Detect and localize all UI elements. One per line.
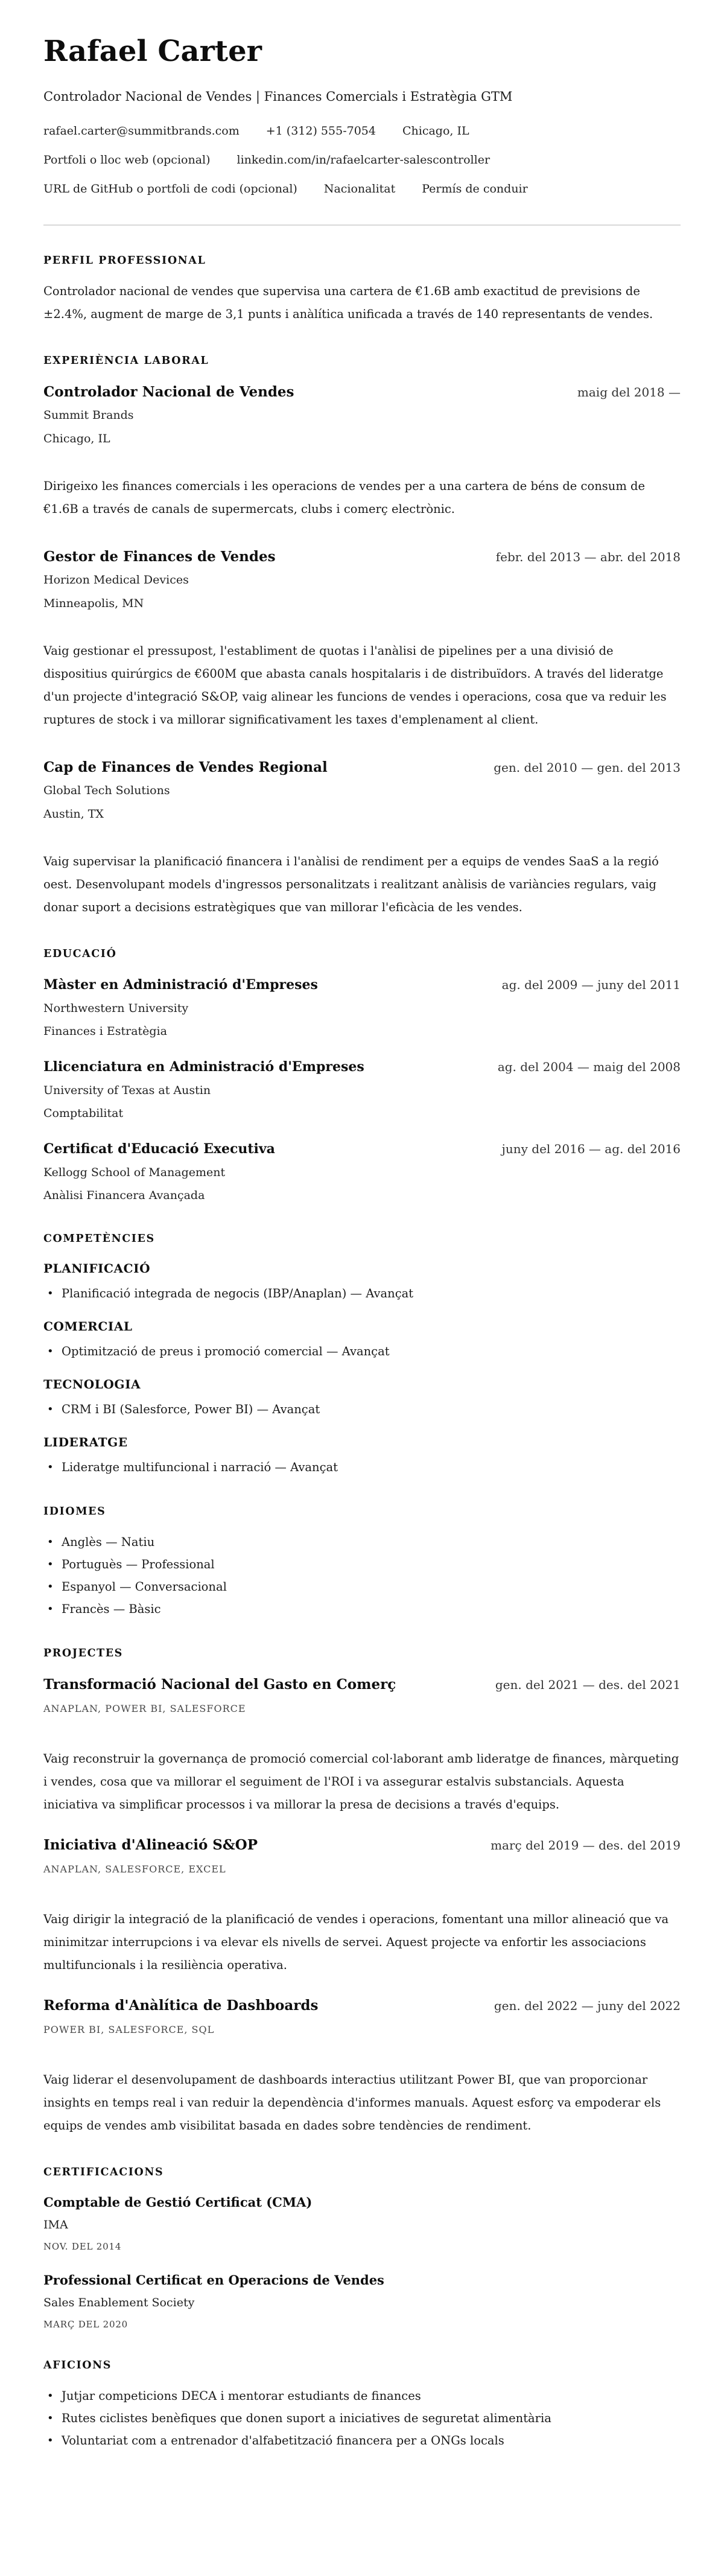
section-profile <box>43 253 681 326</box>
project-entry <box>43 1675 681 1816</box>
education-heading: EDUCACIÓ <box>43 948 117 961</box>
language-item: • Francès — Bàsic <box>43 1600 681 1618</box>
job-title-row <box>43 383 681 402</box>
project-stack: ANAPLAN, POWER BI, SALESFORCE <box>43 1703 246 1715</box>
project-description: Vaig liderar el desenvolupament de dashboards interactius utilitzant Power BI, que van proporcionar insights en temps real i van reduir la dependència d'informes manuals. Aquest esforç va empoderar els equips de vendes amb visibilitat basada en dades sobre tendències de rendiment. <box>43 2073 661 2133</box>
project-stack: ANAPLAN, SALESFORCE, EXCEL <box>43 1863 226 1875</box>
certification-date: MARÇ DEL 2020 <box>43 2319 129 2330</box>
skill-group-name: LIDERATGE <box>43 1435 128 1450</box>
job-company: Global Tech Solutions <box>43 784 170 798</box>
job-dates: maig del 2018 — <box>577 385 681 400</box>
education-title-row <box>43 976 681 994</box>
contact-email: rafael.carter@summitbrands.com <box>43 124 240 138</box>
hobby-item: • Jutjar competicions DECA i mentorar estudiants de finances <box>43 2387 681 2405</box>
education-entry <box>43 1140 681 1204</box>
certification-entry <box>43 2272 681 2330</box>
job-description: Vaig gestionar el pressupost, l'establiment de quotas i l'anàlisi de pipelines per a una divisió de dispositius quirúrgics de €600M que abasta canals hospitalaris i de distribuïdors. A través del lideratge d'un projecte d'integració S&OP, vaig alinear les funcions de vendes i operacions, cosa que va reduir les ruptures de stock i va millorar significativament les taxes d'emplenament al client. <box>43 644 667 727</box>
education-title-row <box>43 1140 681 1158</box>
project-entry <box>43 1996 681 2137</box>
project-dates: gen. del 2022 — juny del 2022 <box>494 1999 681 2014</box>
project-title-row <box>43 1675 681 1694</box>
contact-row-1 <box>43 122 681 139</box>
job-entry <box>43 383 681 521</box>
skill-item: • CRM i BI (Salesforce, Power BI) — Avançat <box>43 1401 681 1419</box>
project-dates: març del 2019 — des. del 2019 <box>491 1838 681 1853</box>
education-title-row <box>43 1058 681 1076</box>
candidate-name: Rafael Carter <box>43 34 262 68</box>
job-title-row <box>43 547 681 567</box>
job-title-row <box>43 758 681 777</box>
project-title-row <box>43 1996 681 2015</box>
languages-heading: IDIOMES <box>43 1506 106 1518</box>
certification-name: Comptable de Gestió Certificat (CMA) <box>43 2195 313 2210</box>
section-experience <box>43 354 681 919</box>
education-degree: Certificat d'Educació Executiva <box>43 1141 275 1157</box>
hobby-item: • Rutes ciclistes benèfiques que donen suport a iniciatives de seguretat alimentària <box>43 2409 681 2428</box>
language-item: • Espanyol — Conversacional <box>43 1578 681 1596</box>
certification-issuer: IMA <box>43 2218 68 2232</box>
project-title-row <box>43 1836 681 1855</box>
job-title: Cap de Finances de Vendes Regional <box>43 759 328 776</box>
education-school: Kellogg School of Management <box>43 1166 226 1180</box>
section-certifications <box>43 2165 681 2330</box>
contact-license-placeholder: Permís de conduir <box>422 182 528 196</box>
education-entry <box>43 1058 681 1122</box>
profile-heading: PERFIL PROFESSIONAL <box>43 255 206 267</box>
skill-group <box>43 1261 681 1303</box>
skill-group <box>43 1376 681 1419</box>
language-item: • Portuguès — Professional <box>43 1556 681 1574</box>
skill-item: • Planificació integrada de negocis (IBP/Anaplan) — Avançat <box>43 1285 681 1303</box>
contact-phone: +1 (312) 555-7054 <box>265 124 376 138</box>
candidate-headline: Controlador Nacional de Vendes | Finances Comercials i Estratègia GTM <box>43 89 513 104</box>
skill-item: • Optimització de preus i promoció comercial — Avançat <box>43 1343 681 1361</box>
header-divider <box>43 224 681 226</box>
education-degree: Llicenciatura en Administració d'Empreses <box>43 1059 364 1075</box>
certification-date: NOV. DEL 2014 <box>43 2241 122 2253</box>
contact-github-placeholder: URL de GitHub o portfoli de codi (opcional) <box>43 182 297 196</box>
education-dates: juny del 2016 — ag. del 2016 <box>501 1142 681 1157</box>
job-description: Dirigeixo les finances comercials i les operacions de vendes per a una cartera de béns de consum de €1.6B a través de canals de supermercats, clubs i comerç electrònic. <box>43 479 646 517</box>
certifications-heading: CERTIFICACIONS <box>43 2166 164 2179</box>
skill-list <box>43 1343 681 1361</box>
section-projects <box>43 1646 681 2137</box>
job-location: Austin, TX <box>43 807 104 821</box>
project-dates: gen. del 2021 — des. del 2021 <box>495 1678 681 1693</box>
section-education <box>43 947 681 1204</box>
education-school: University of Texas at Austin <box>43 1084 211 1098</box>
project-description: Vaig reconstruir la governança de promoció comercial col·laborant amb lideratge de finances, màrqueting i vendes, cosa que va millorar el seguiment de l'ROI i va assegurar estalvis substancials. Aquesta iniciativa va simplificar processos i va millorar la presa de decisions a través d'equips. <box>43 1752 679 1812</box>
project-entry <box>43 1836 681 1977</box>
job-description: Vaig supervisar la planificació financera i l'anàlisi de rendiment per a equips de vendes SaaS a la regió oest. Desenvolupant models d'ingressos personalitzats i realitzant anàlisis de variàncies regulars, vaig donar suport a decisions estratègiques que van millorar l'eficàcia de les vendes. <box>43 854 659 915</box>
skill-group-name: COMERCIAL <box>43 1319 133 1334</box>
job-entry <box>43 758 681 919</box>
education-dates: ag. del 2004 — maig del 2008 <box>497 1060 681 1075</box>
certification-entry <box>43 2194 681 2253</box>
contact-portfolio-placeholder: Portfoli o lloc web (opcional) <box>43 153 211 167</box>
job-entry <box>43 547 681 731</box>
education-dates: ag. del 2009 — juny del 2011 <box>501 978 681 993</box>
project-title: Reforma d'Anàlítica de Dashboards <box>43 1997 319 2014</box>
project-title: Iniciativa d'Alineació S&OP <box>43 1837 258 1854</box>
project-description: Vaig dirigir la integració de la planificació de vendes i operacions, fomentant una millor alineació que va minimitzar interrupcions i va elevar els nivells de servei. Aquest projecte va enfortir les associacions multifuncionals i la resiliència operativa. <box>43 1912 669 1973</box>
hobby-list <box>43 2387 681 2450</box>
resume-header <box>43 35 681 197</box>
skill-list <box>43 1285 681 1303</box>
skill-list <box>43 1401 681 1419</box>
skill-group-name: PLANIFICACIÓ <box>43 1261 151 1276</box>
job-company: Horizon Medical Devices <box>43 573 189 587</box>
job-title: Gestor de Finances de Vendes <box>43 549 276 565</box>
job-location: Minneapolis, MN <box>43 597 144 611</box>
section-languages <box>43 1504 681 1618</box>
project-title: Transformació Nacional del Gasto en Comerç <box>43 1676 396 1693</box>
education-field: Finances i Estratègia <box>43 1025 167 1038</box>
certification-name: Professional Certificat en Operacions de Vendes <box>43 2272 384 2288</box>
section-hobbies <box>43 2358 681 2450</box>
skill-group <box>43 1318 681 1361</box>
job-title: Controlador Nacional de Vendes <box>43 384 294 401</box>
section-skills <box>43 1232 681 1477</box>
project-stack: POWER BI, SALESFORCE, SQL <box>43 2024 215 2036</box>
contact-nationality-placeholder: Nacionalitat <box>323 182 396 196</box>
skills-heading: COMPETÈNCIES <box>43 1233 155 1245</box>
hobby-item: • Voluntariat com a entrenador d'alfabetització financera per a ONGs locals <box>43 2432 681 2450</box>
certification-issuer: Sales Enablement Society <box>43 2296 195 2310</box>
language-item: • Anglès — Natiu <box>43 1533 681 1551</box>
education-degree: Màster en Administració d'Empreses <box>43 977 318 993</box>
education-field: Anàlisi Financera Avançada <box>43 1189 205 1203</box>
resume-page <box>0 35 724 2576</box>
contact-row-3 <box>43 180 681 197</box>
contact-location: Chicago, IL <box>402 124 469 138</box>
projects-heading: PROJECTES <box>43 1647 123 1660</box>
language-list <box>43 1533 681 1618</box>
contact-row-2 <box>43 151 681 168</box>
job-dates: febr. del 2013 — abr. del 2018 <box>495 550 681 565</box>
skill-list <box>43 1458 681 1477</box>
education-school: Northwestern University <box>43 1002 189 1016</box>
education-entry <box>43 976 681 1040</box>
skill-item: • Lideratge multifuncional i narració — Avançat <box>43 1458 681 1477</box>
contact-linkedin: linkedin.com/in/rafaelcarter-salescontroller <box>237 153 491 167</box>
job-company: Summit Brands <box>43 409 134 422</box>
hobbies-heading: AFICIONS <box>43 2359 112 2372</box>
job-location: Chicago, IL <box>43 432 110 446</box>
profile-summary: Controlador nacional de vendes que supervisa una cartera de €1.6B amb exactitud de previsions de ±2.4%, augment de marge de 3,1 punts i anàlítica unificada a través de 140 representants de vendes. <box>43 284 653 322</box>
job-dates: gen. del 2010 — gen. del 2013 <box>494 760 681 775</box>
experience-heading: EXPERIÈNCIA LABORAL <box>43 355 209 367</box>
skill-group <box>43 1434 681 1477</box>
skill-group-name: TECNOLOGIA <box>43 1377 141 1392</box>
education-field: Comptabilitat <box>43 1107 124 1121</box>
